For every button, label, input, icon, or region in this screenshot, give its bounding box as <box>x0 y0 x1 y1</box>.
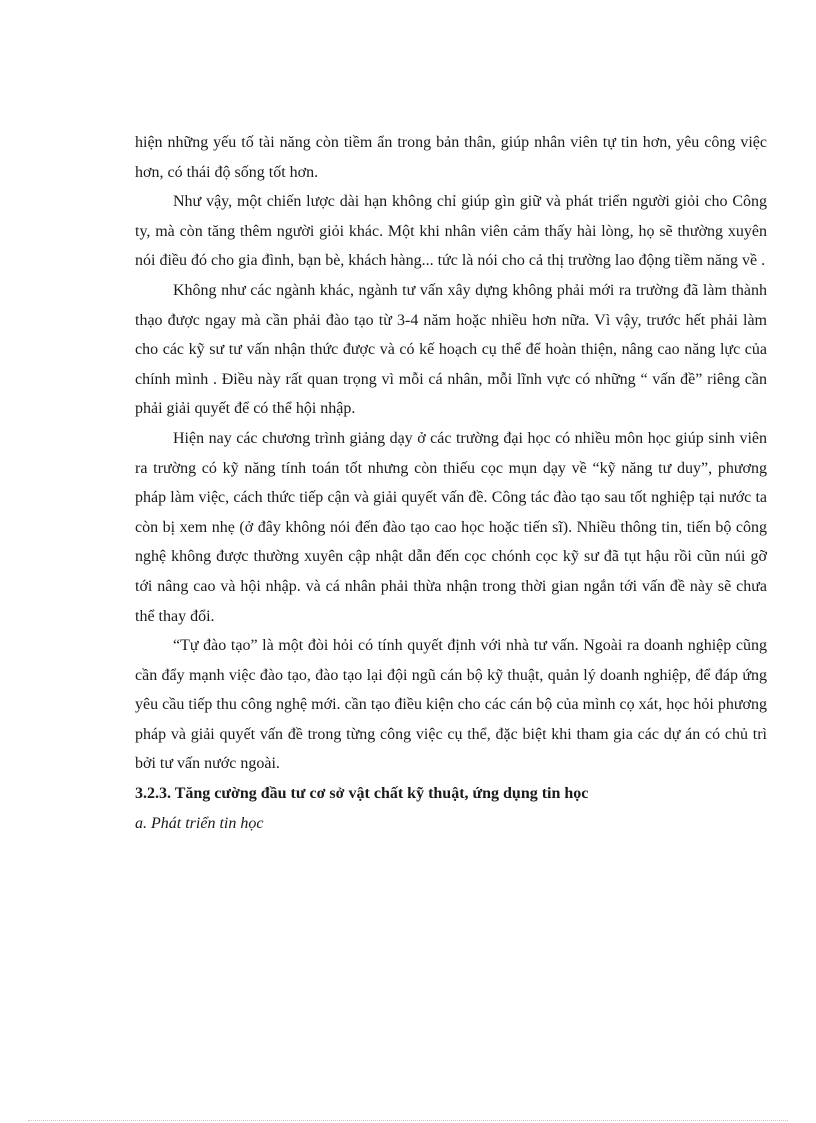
paragraph-2: Như vậy, một chiến lược dài hạn không chỉ giúp gìn giữ và phát triển người giỏi cho Công ty, mà còn tăng thêm người giỏi khác. Một khi nhân viên cảm thấy hài lòng, họ sẽ thường xuyên nói điều đó cho gia đình, bạn bè, khách hàng... tức là nói cho cả thị trường lao động tiềm năng về . <box>135 193 767 270</box>
paragraph-3: Không như các ngành khác, ngành tư vấn xây dựng không phải mới ra trường đã làm thành thạo được ngay mà cần phải đào tạo từ 3-4 năm hoặc nhiều hơn nữa. Vì vậy, trước hết phải làm cho các kỹ sư tư vấn nhận thức được và có kế hoạch cụ thể để hoàn thiện, nâng cao năng lực của chính mình . Điều này rất quan trọng vì mỗi cá nhân, mỗi lĩnh vực có những “ vấn đề” riêng cần phải giải quyết để có thể hội nhập. <box>135 281 767 418</box>
subsection-heading: a. Phát triển tin học <box>135 814 264 832</box>
paragraph-5: “Tự đào tạo” là một đòi hỏi có tính quyết định với nhà tư vấn. Ngoài ra doanh nghiệp cũng cần đẩy mạnh việc đào tạo, đào tạo lại đội ngũ cán bộ kỹ thuật, quản lý doanh nghiệp, để đáp ứng yêu cầu tiếp thu công nghệ mới. cần tạo điều kiện cho các cán bộ của mình cọ xát, học hỏi phương pháp và giải quyết vấn đề trong từng công việc cụ thể, đặc biệt khi tham gia các dự án có chủ trì bởi tư vấn nước ngoài. <box>135 637 767 773</box>
paragraph-4: Hiện nay các chương trình giảng dạy ở các trường đại học có nhiều môn học giúp sinh viên ra trường có kỹ năng tính toán tốt nhưng còn thiếu cọc mụn dạy về “kỹ năng tư duy”, phương pháp làm việc, cách thức tiếp cận và giải quyết vấn đề. Công tác đào tạo sau tốt nghiệp tại nước ta còn bị xem nhẹ (ở đây không nói đến đào tạo cao học hoặc tiến sĩ). Nhiều thông tin, tiến bộ công nghệ không được thường xuyên cập nhật dẫn đến cọc chónh cọc kỹ sư đã tụt hậu rồi cũn núi gỡ tới nâng cao và hội nhập. và cá nhân phải thừa nhận trong thời gian ngắn tới vấn đề này sẽ chưa thể thay đổi. <box>135 429 767 625</box>
section-heading: 3.2.3. Tăng cường đầu tư cơ sở vật chất kỹ thuật, ứng dụng tin học <box>135 785 589 803</box>
paragraph-1: hiện những yếu tố tài năng còn tiềm ẩn trong bản thân, giúp nhân viên tự tin hơn, yêu công việc hơn, có thái độ sống tốt hơn. <box>135 134 767 181</box>
document-page <box>135 128 767 838</box>
page-bottom-border <box>28 1120 788 1121</box>
